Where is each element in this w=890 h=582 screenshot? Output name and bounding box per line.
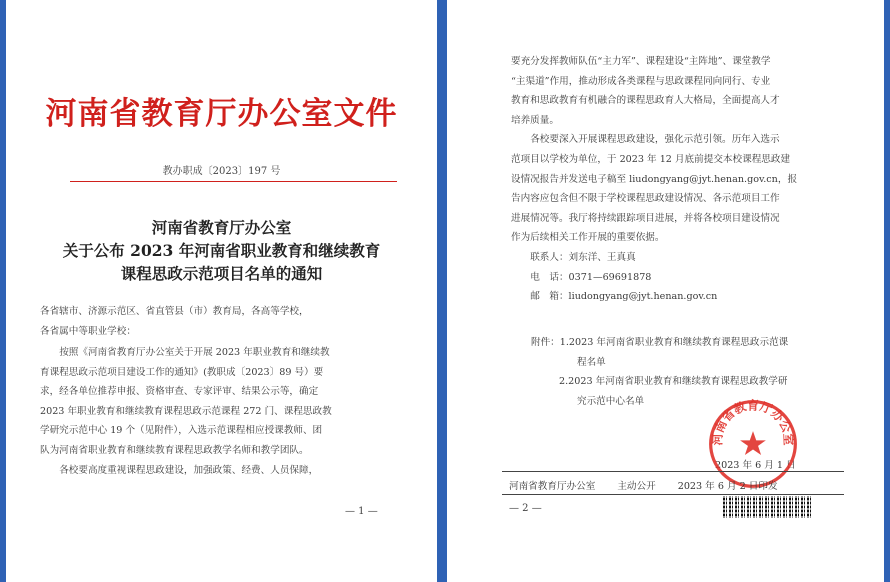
contact-email: 邮 箱：liudongyang@jyt.henan.gov.cn — [530, 291, 718, 303]
page-number: — 1 — — [345, 506, 378, 517]
addressee-line: 各省属中等职业学校： — [40, 325, 136, 337]
attachments-block — [531, 333, 871, 411]
addressee-line: 各省辖市、济源示范区、省直管县（市）教育局，各高等学校， — [40, 306, 309, 317]
red-divider-line — [70, 181, 397, 182]
paragraph-line: 教育和思政教育有机融合的课程思政育人大格局，全面提高人才 — [511, 95, 780, 107]
svg-text:河南省教育厅办公室: 河南省教育厅办公室 — [710, 398, 796, 446]
footer-disclosure: 主动公开 — [617, 481, 656, 492]
notice-title-line: 河南省教育厅办公室 — [151, 218, 292, 237]
footer-bottom-rule — [502, 494, 844, 495]
paragraph-line: 求，经各单位推荐申报、资格审查、专家评审、结果公示等，确定 — [40, 386, 319, 398]
paragraph-line: 要充分发挥教师队伍“主力军”、课程建设“主阵地”、课堂教学 — [511, 56, 771, 67]
document-page-2 — [447, 0, 884, 582]
notice-title-line: 课程思政示范项目名单的通知 — [120, 264, 323, 283]
addressee-block — [40, 302, 420, 341]
official-seal-icon — [707, 398, 799, 490]
paragraph-line: 作为后续相关工作开展的重要依据。 — [511, 232, 665, 244]
page-number: — 2 — — [509, 503, 542, 514]
paragraph-line: 设情况报告并发送电子稿至 liudongyang@jyt.henan.gov.cn，报 — [511, 173, 798, 185]
contact-person: 联系人：刘东洋、王真真 — [530, 251, 636, 263]
footer-info — [509, 478, 778, 492]
paragraph-line: 学研究示范中心 19 个（见附件），入选示范课程相应授课教师、团 — [40, 425, 323, 437]
footer-issuer: 河南省教育厅办公室 — [509, 481, 596, 492]
attachment-line: 2.2023 年河南省职业教育和继续教育课程思政教学研 — [559, 376, 788, 388]
signature-date: 2023 年 6 月 1 日 — [715, 460, 796, 471]
paragraph-line: 育课程思政示范项目建设工作的通知》(教职成〔2023〕89 号）要 — [40, 366, 324, 378]
paragraph-line: 队为河南省职业教育和继续教育课程思政教学名师和教学团队。 — [40, 444, 309, 456]
paragraph-line: 培养质量。 — [511, 114, 559, 126]
paragraph-line: 各校要深入开展课程思政建设，强化示范引领。历年入选示 — [530, 134, 780, 146]
paragraph-line: 告内容应包含但不限于学校课程思政建设情况、各示范项目工作 — [511, 193, 780, 205]
paragraph-2-line: 各校要高度重视课程思政建设，加强政策、经费、人员保障， — [59, 464, 319, 476]
paragraph-line: 进展情况等。我厅将持续跟踪项目进展，并将各校项目建设情况 — [511, 212, 780, 224]
document-number: 教办职成〔2023〕197 号 — [162, 166, 281, 177]
contact-phone: 电 话：0371—69691878 — [530, 271, 652, 283]
footer-top-rule — [502, 471, 844, 472]
paragraph-line: “主渠道”作用，推动形成各类课程与思政课程同向同行、专业 — [511, 75, 771, 87]
paragraph-line: 范项目以学校为单位，于 2023 年 12 月底前提交本校课程思政建 — [511, 153, 791, 165]
attachment-line: 附件：1.2023 年河南省职业教育和继续教育课程思政示范课 — [531, 337, 789, 348]
footer-print-date: 2023 年 6 月 2 日印发 — [677, 481, 778, 492]
notice-title-line: 关于公布 2023 年河南省职业教育和继续教育 — [62, 241, 381, 260]
attachment-line: 程名单 — [577, 356, 606, 368]
paragraph-line: 2023 年职业教育和继续教育课程思政示范课程 272 门、课程思政教 — [40, 405, 332, 417]
paragraph-continued — [511, 52, 871, 307]
attachment-line: 究示范中心名单 — [577, 395, 645, 407]
barcode-icon — [723, 496, 813, 518]
document-header-title: 河南省教育厅办公室文件 — [45, 96, 398, 132]
paragraph-line: 按照《河南省教育厅办公室关于开展 2023 年职业教育和继续教 — [59, 347, 330, 358]
notice-title — [6, 216, 437, 285]
document-page-1 — [6, 0, 437, 582]
paragraph-1 — [40, 343, 420, 480]
